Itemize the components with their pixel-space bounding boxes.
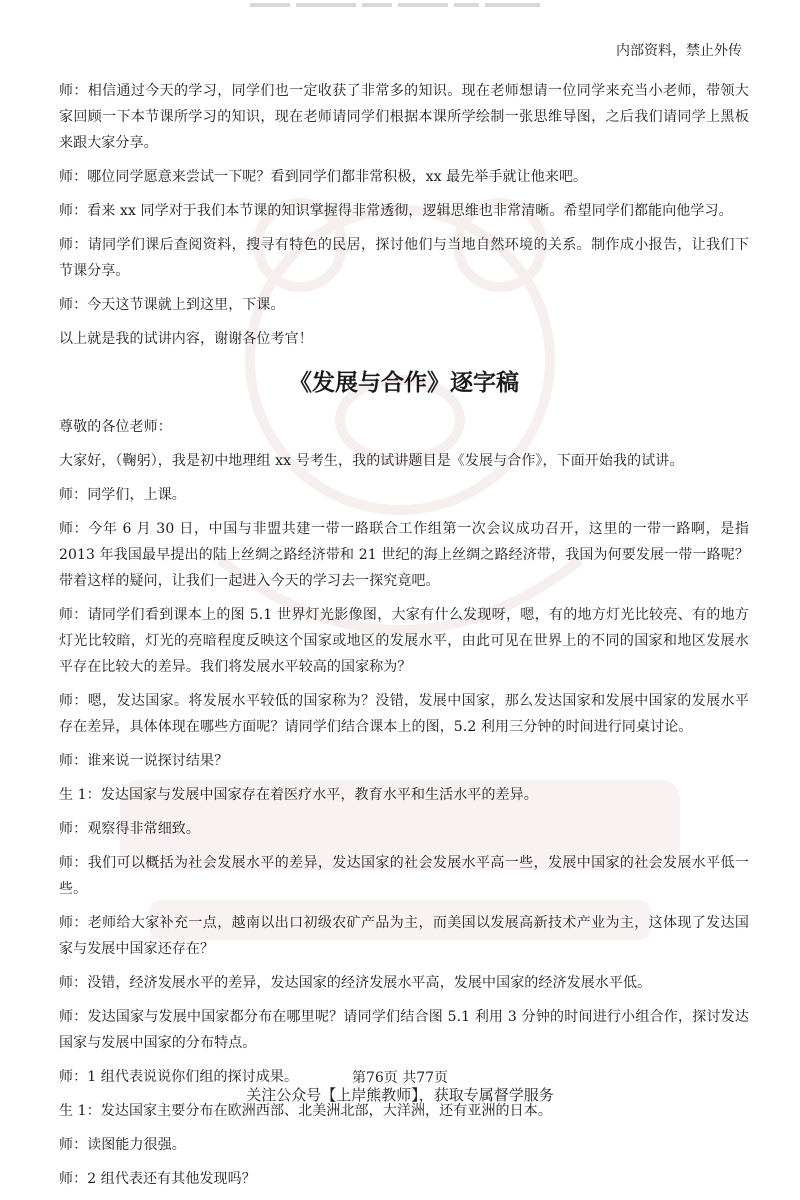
paragraph: 师：观察得非常细致。 (59, 821, 200, 837)
section-title: 《发展与合作》逐字稿 (289, 370, 519, 396)
paragraph: 师：嗯，发达国家。将发展水平较低的国家称为？没错，发展中国家，那么发达国家和发展中国家的发展水平存在差异，具体体现在哪些方面呢？请同学们结合课本上的图，5.2 利用三分钟的时间进行同桌讨论。 (59, 693, 749, 735)
paragraph: 师：谁来说一说探讨结果？ (59, 753, 229, 769)
footer-promo: 关注公众号【上岸熊教师】，获取专属督学服务 (246, 1086, 554, 1104)
paragraph: 师：同学们，上课。 (59, 487, 186, 503)
paragraph: 尊敬的各位老师： (59, 419, 172, 435)
paragraph: 生 1：发达国家与发展中国家存在着医疗水平，教育水平和生活水平的差异。 (59, 787, 538, 803)
top-cutoff-text (250, 0, 560, 10)
paragraph: 师：读图能力很强。 (59, 1137, 186, 1153)
paragraph: 师：今天这节课就上到这里，下课。 (59, 297, 285, 313)
paragraph: 师：哪位同学愿意来尝试一下呢？看到同学们都非常积极，xx 最先举手就让他来吧。 (59, 169, 588, 185)
paragraph: 师：请同学们课后查阅资料，搜寻有特色的民居，探讨他们与当地自然环境的关系。制作成小报告，让我们下节课分享。 (59, 237, 749, 279)
document-body (59, 78, 749, 1200)
paragraph: 师：今年 6 月 30 日，中国与非盟共建一带一路联合工作组第一次会议成功召开，这里的一带一路啊，是指 2013 年我国最早提出的陆上丝绸之路经济带和 21 世纪的海上丝绸之路经济带，我国为何要发展一带一路呢？带着这样的疑问，让我们一起进入今天的学习去一探究竟吧。 (59, 521, 749, 589)
paragraph: 师：相信通过今天的学习，同学们也一定收获了非常多的知识。现在老师想请一位同学来充当小老师，带领大家回顾一下本节课所学习的知识，现在老师请同学们根据本课所学绘制一张思维导图，之后我们请同学上黑板来跟大家分享。 (59, 83, 749, 151)
paragraph: 师：我们可以概括为社会发展水平的差异，发达国家的社会发展水平高一些，发展中国家的社会发展水平低一些。 (59, 855, 749, 897)
paragraph: 生 1：发达国家主要分布在欧洲西部、北美洲北部，大洋洲，还有亚洲的日本。 (59, 1103, 552, 1119)
paragraph: 师：2 组代表还有其他发现吗？ (59, 1171, 256, 1187)
page-number: 第76页 共77页 (351, 1070, 449, 1086)
paragraph: 师：1 组代表说说你们组的探讨成果。 (59, 1069, 299, 1085)
paragraph: 大家好，（鞠躬），我是初中地理组 xx 号考生，我的试讲题目是《发展与合作》，下面开始我的试讲。 (59, 453, 684, 469)
paragraph: 以上就是我的试讲内容，谢谢各位考官！ (59, 331, 313, 347)
paragraph: 师：没错，经济发展水平的差异，发达国家的经济发展水平高，发展中国家的经济发展水平低。 (59, 975, 652, 991)
paragraph: 师：老师给大家补充一点，越南以出口初级农矿产品为主，而美国以发展高新技术产业为主，这体现了发达国家与发展中国家还存在？ (59, 915, 749, 957)
paragraph: 师：发达国家与发展中国家都分布在哪里呢？请同学们结合图 5.1 利用 3 分钟的时间进行小组合作，探讨发达国家与发展中国家的分布特点。 (59, 1009, 749, 1051)
paragraph: 师：看来 xx 同学对于我们本节课的知识掌握得非常透彻，逻辑思维也非常清晰。希望同学们都能向他学习。 (59, 203, 733, 219)
paragraph: 师：请同学们看到课本上的图 5.1 世界灯光影像图，大家有什么发现呀，嗯，有的地方灯光比较亮、有的地方灯光比较暗，灯光的亮暗程度反映这个国家或地区的发展水平，由此可见在世界上的不同的国家和地区发展水平存在比较大的差异。我们将发展水平较高的国家称为？ (59, 607, 749, 675)
confidential-notice: 内部资料，禁止外传 (616, 43, 742, 59)
